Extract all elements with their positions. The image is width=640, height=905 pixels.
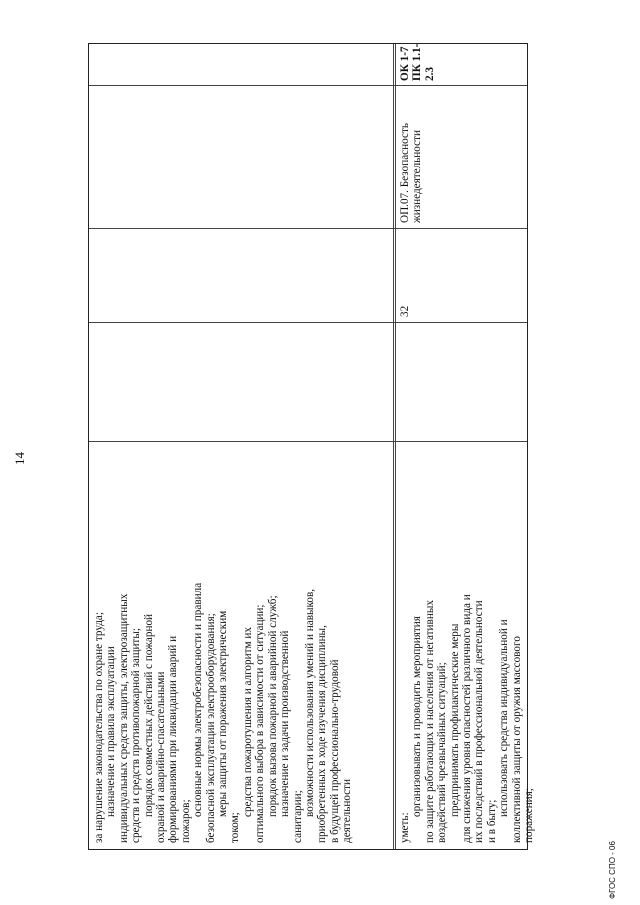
column-divider [89,228,527,229]
skill-line: уметь: [399,812,411,843]
knowledge-line: приобретенных в ходе изучения дисциплины, [316,625,329,843]
skill-line: и в быту; [485,799,498,843]
skill-line: поражения; [523,788,536,843]
competency-cell [399,43,436,81]
knowledge-line: порядок совместных действий с пожарной [142,613,155,817]
skill-line: предпринимать профилактические меры [448,623,461,817]
row-divider [393,44,396,849]
skill-line: воздействий чрезвычайных ситуаций; [436,662,449,843]
knowledge-line: охраной и аварийно-спасательными [155,671,168,843]
footer-code: ФГОС СПО - 06 [608,841,617,899]
knowledge-line: назначение и задачи производственной [279,630,292,817]
skill-line: коллективной защиты от оружия массового [510,636,523,843]
knowledge-line: формированиями при ликвидации аварий и [167,635,180,843]
page-number: 14 [12,452,27,465]
knowledge-line: основные нормы электробезопасности и правила [192,582,205,817]
hours-value: 32 [399,305,411,317]
discipline-cell [399,87,424,223]
knowledge-line: индивидуальных средств защиты, электрозащитных [117,593,130,843]
skill-line: для снижения уровня опасностей различного вида и [461,594,474,843]
knowledge-line: за нарушение законодательства по охране труда; [93,612,105,843]
knowledge-line: назначение и правила эксплуатации [105,646,118,817]
knowledge-cell [93,447,354,843]
column-divider [89,322,527,323]
skill-line: организовывать и проводить мероприятия [411,616,424,817]
knowledge-line: санитарии; [291,790,304,843]
column-divider [89,85,527,86]
skill-line: использовать средства индивидуальной и [498,619,511,817]
knowledge-line: оптимального выбора в зависимости от ситуации; [254,604,267,843]
knowledge-line: возможности использования умений и навыков, [303,588,316,817]
competency-line: ПК 1.1-2.3 [411,43,436,81]
knowledge-line: средств и средств противопожарной защиты; [130,628,143,843]
hours-cell [399,306,411,317]
curriculum-table [88,43,536,850]
knowledge-line: пожаров; [179,799,192,843]
knowledge-line: током; [229,812,242,843]
knowledge-line: порядок вызова пожарной и аварийной служб; [266,595,279,817]
column-divider [89,441,527,442]
skills-cell [399,447,535,843]
skill-line: их последствий в профессиональной деятельности [473,600,486,843]
knowledge-line: деятельности [341,778,354,843]
discipline-line: жизнедеятельности [411,130,424,223]
competency-line: ОК 1-7 [399,46,411,81]
discipline-line: ОП.07. Безопасность [399,123,411,223]
skill-line: по защите работающих и населения от негативных [423,600,436,843]
knowledge-line: средства пожаротушения и алгоритм их [241,627,254,817]
knowledge-line: в будущей профессионально-трудовой [328,659,341,843]
knowledge-line: меры защиты от поражения электрическим [217,610,230,817]
knowledge-line: безопасной эксплуатации электрооборудования; [204,613,217,843]
